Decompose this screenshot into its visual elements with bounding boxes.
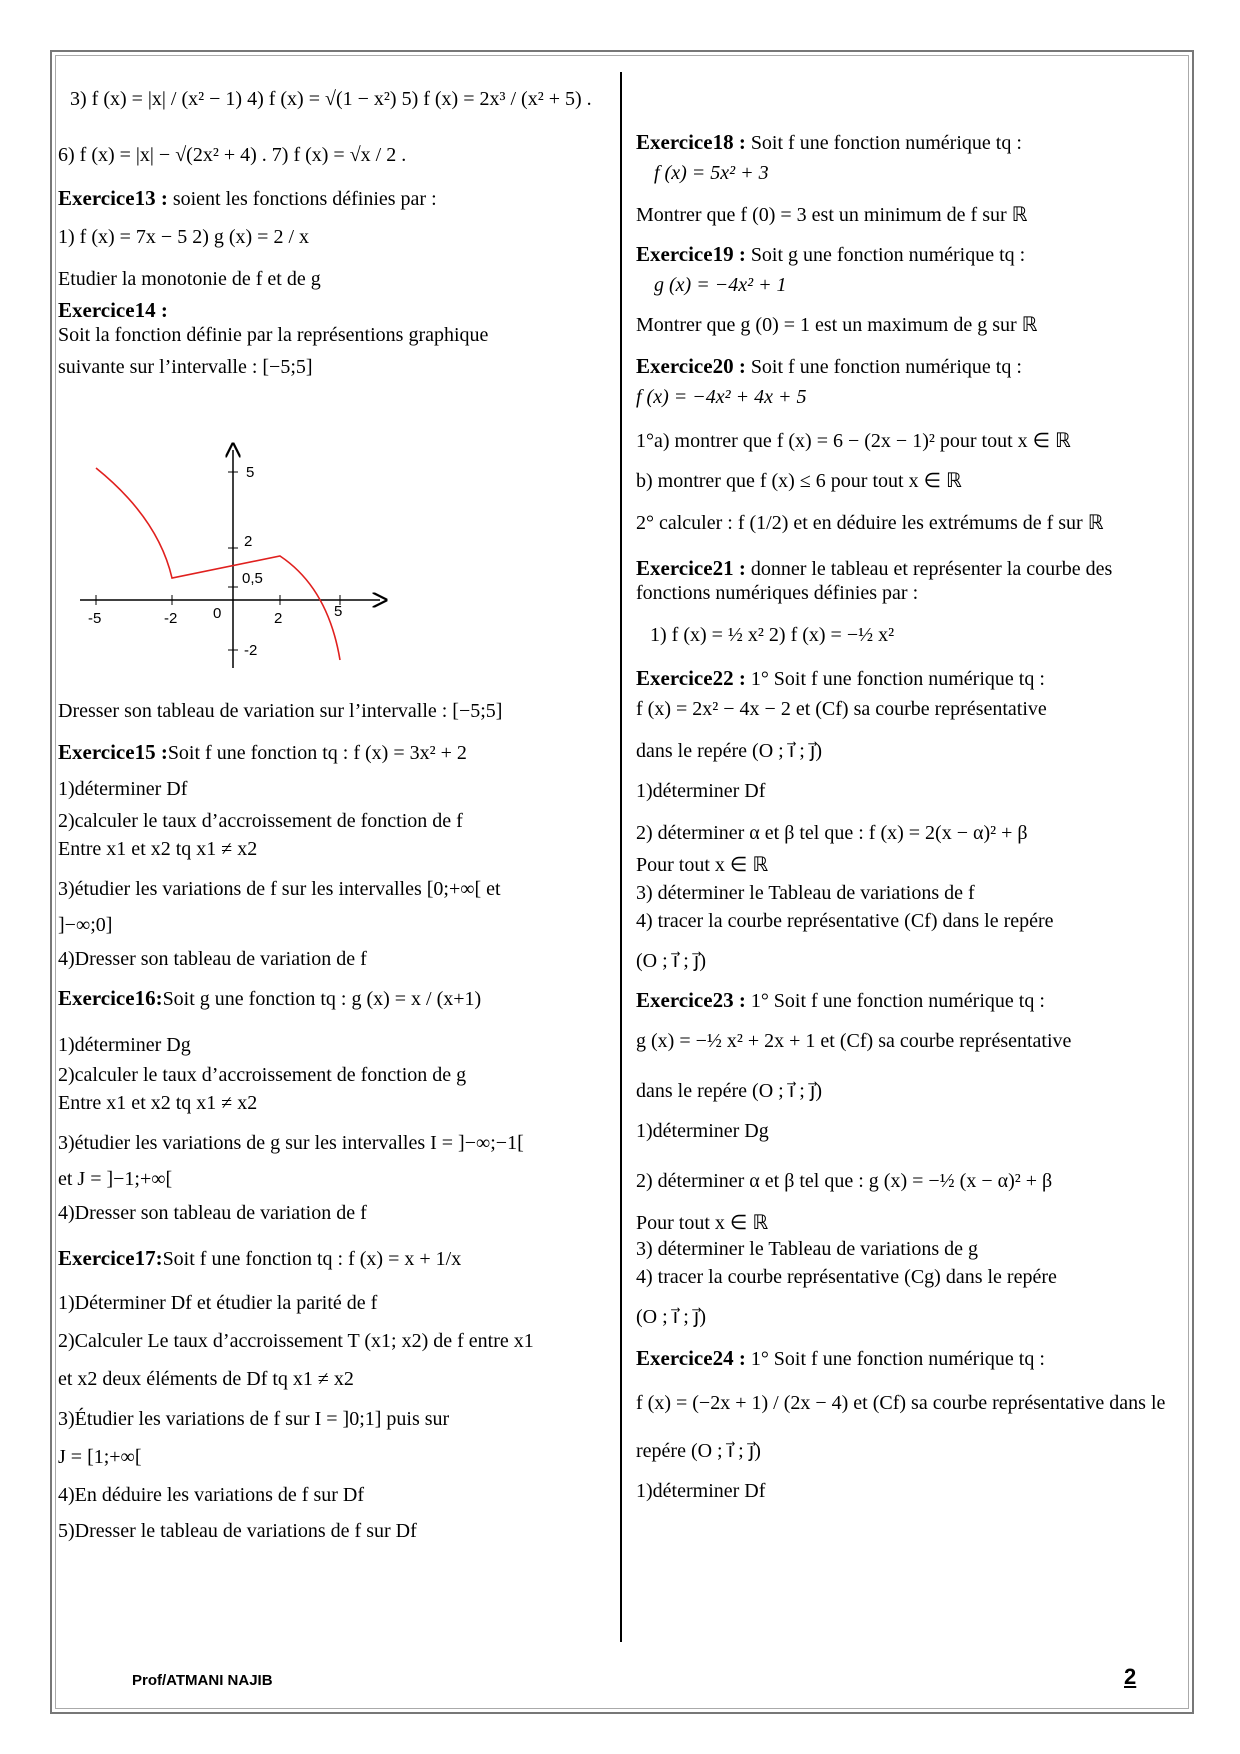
exercise-23-function: g (x) = −½ x² + 2x + 1 et (Cf) sa courbe représentative — [636, 1030, 1072, 1052]
exercise-23-frame-2: (O ; i⃗ ; j⃗) — [636, 1306, 706, 1328]
exercise-17 — [58, 1246, 461, 1271]
exercise-22-q4: 4) tracer la courbe représentative (Cf) dans le repére — [636, 910, 1054, 932]
exercise-22-frame-2: (O ; i⃗ ; j⃗) — [636, 950, 706, 972]
exercise-17-q4: 4)En déduire les variations de f sur Df — [58, 1484, 365, 1506]
functions-6-7: 6) f (x) = |x| − √(2x² + 4) . 7) f (x) = √x / 2 . — [58, 144, 407, 166]
exercise-16-title: Exercice16: — [58, 986, 163, 1010]
exercise-13 — [58, 186, 437, 211]
exercise-20-function: f (x) = −4x² + 4x + 5 — [636, 386, 807, 408]
exercise-22-q3: 3) déterminer le Tableau de variations de f — [636, 882, 975, 904]
exercise-20-intro: Soit f une fonction numérique tq : — [745, 356, 1022, 378]
exercise-21-line2: fonctions numériques définies par : — [636, 582, 919, 604]
exercise-22-frame: dans le repére (O ; i⃗ ; j⃗) — [636, 740, 823, 762]
exercise-23-intro: 1° Soit f une fonction numérique tq : — [745, 990, 1045, 1012]
exercise-20-q1a: 1°a) montrer que f (x) = 6 − (2x − 1)² pour tout x ∈ ℝ — [636, 430, 1071, 452]
exercise-18-question: Montrer que f (0) = 3 est un minimum de f sur ℝ — [636, 204, 1028, 226]
exercise-17-q2b: et x2 deux éléments de Df tq x1 ≠ x2 — [58, 1368, 354, 1390]
exercise-15-intro: Soit f une fonction tq : f (x) = 3x² + 2 — [167, 742, 467, 764]
exercise-17-intro: Soit f une fonction tq : f (x) = x + 1/x — [162, 1248, 462, 1270]
exercise-16-q3b: et J = ]−1;+∞[ — [58, 1168, 173, 1190]
exercise-22-function: f (x) = 2x² − 4x − 2 et (Cf) sa courbe représentative — [636, 698, 1047, 720]
function-curve — [96, 468, 343, 660]
y-label-0-5: 0,5 — [242, 570, 263, 587]
exercise-16-intro: Soit g une fonction tq : g (x) = x / (x+1) — [162, 988, 482, 1010]
exercise-17-q2a: 2)Calculer Le taux d’accroissement T (x1; x2) de f entre x1 — [58, 1330, 534, 1352]
exercise-24-frame: repére (O ; i⃗ ; j⃗) — [636, 1440, 761, 1462]
exercise-15 — [58, 740, 467, 765]
x-label-5: 5 — [334, 603, 343, 620]
exercise-16-q2a: 2)calculer le taux d’accroissement de fonction de g — [58, 1064, 467, 1086]
exercise-23-title: Exercice23 : — [636, 988, 746, 1012]
exercise-22-for-all: Pour tout x ∈ ℝ — [636, 854, 769, 876]
exercise-17-q3b: J = [1;+∞[ — [58, 1446, 142, 1468]
exercise-15-q4: 4)Dresser son tableau de variation de f — [58, 948, 367, 970]
exercise-23-for-all: Pour tout x ∈ ℝ — [636, 1212, 769, 1234]
exercise-13-title: Exercice13 : — [58, 186, 168, 210]
exercise-17-q1: 1)Déterminer Df et étudier la parité de f — [58, 1292, 378, 1314]
exercise-13-intro: soient les fonctions définies par : — [167, 188, 437, 210]
exercise-16 — [58, 986, 481, 1011]
exercise-16-q1: 1)déterminer Dg — [58, 1034, 191, 1056]
exercise-20-q2: 2° calculer : f (1/2) et en déduire les extrémums de f sur ℝ — [636, 512, 1104, 534]
exercise-14-line2: suivante sur l’intervalle : [−5;5] — [58, 356, 313, 378]
exercise-23 — [636, 988, 1045, 1013]
exercise-20 — [636, 354, 1022, 379]
exercise-17-title: Exercice17: — [58, 1246, 163, 1270]
exercise-18 — [636, 130, 1022, 155]
exercise-13-question: Etudier la monotonie de f et de g — [58, 268, 321, 290]
exercise-17-q3a: 3)Étudier les variations de f sur I = ]0;1] puis sur — [58, 1408, 450, 1430]
exercise-15-q2a: 2)calculer le taux d’accroissement de fonction de f — [58, 810, 463, 832]
exercise-15-q3b: ]−∞;0] — [58, 914, 113, 936]
exercise-15-q2b: Entre x1 et x2 tq x1 ≠ x2 — [58, 838, 258, 860]
exercise-23-q3: 3) déterminer le Tableau de variations de g — [636, 1238, 978, 1260]
exercise-20-q1b: b) montrer que f (x) ≤ 6 pour tout x ∈ ℝ — [636, 470, 962, 492]
page-number: 2 — [1124, 1664, 1137, 1689]
function-graph — [78, 438, 398, 678]
exercise-21-functions: 1) f (x) = ½ x² 2) f (x) = −½ x² — [650, 624, 895, 646]
exercise-18-intro: Soit f une fonction numérique tq : — [745, 132, 1022, 154]
exercise-19-function: g (x) = −4x² + 1 — [654, 274, 787, 296]
exercise-15-title: Exercice15 : — [58, 740, 168, 764]
exercise-13-functions: 1) f (x) = 7x − 5 2) g (x) = 2 / x — [58, 226, 310, 248]
exercise-24-function: f (x) = (−2x + 1) / (2x − 4) et (Cf) sa courbe représentative dans le — [636, 1392, 1166, 1414]
x-label-minus-2: -2 — [164, 610, 178, 627]
exercise-22-title: Exercice22 : — [636, 666, 746, 690]
exercise-22-q1: 1)déterminer Df — [636, 780, 766, 802]
exercise-23-q4: 4) tracer la courbe représentative (Cg) dans le repére — [636, 1266, 1057, 1288]
exercise-17-q5: 5)Dresser le tableau de variations de f sur Df — [58, 1520, 417, 1542]
x-label-0: 0 — [213, 605, 222, 622]
exercise-14-question: Dresser son tableau de variation sur l’intervalle : [−5;5] — [58, 700, 503, 722]
exercise-16-q2b: Entre x1 et x2 tq x1 ≠ x2 — [58, 1092, 258, 1114]
exercise-24-title: Exercice24 : — [636, 1346, 746, 1370]
exercise-19-question: Montrer que g (0) = 1 est un maximum de g sur ℝ — [636, 314, 1038, 336]
y-label-5: 5 — [246, 464, 255, 481]
exercise-21 — [636, 556, 1112, 581]
exercise-19 — [636, 242, 1025, 267]
exercise-22-q2: 2) déterminer α et β tel que : f (x) = 2(x − α)² + β — [636, 822, 1028, 844]
exercise-15-q1: 1)déterminer Df — [58, 778, 188, 800]
y-label-2: 2 — [244, 533, 253, 550]
exercise-23-frame: dans le repére (O ; i⃗ ; j⃗) — [636, 1080, 823, 1102]
exercise-15-q3a: 3)étudier les variations de f sur les intervalles [0;+∞[ et — [58, 878, 501, 900]
exercise-21-title: Exercice21 : — [636, 556, 746, 580]
functions-3-5: 3) f (x) = |x| / (x² − 1) 4) f (x) = √(1 − x²) 5) f (x) = 2x³ / (x² + 5) . — [70, 88, 592, 110]
exercise-24 — [636, 1346, 1045, 1371]
author-name: Prof/ATMANI NAJIB — [132, 1672, 273, 1689]
exercise-18-title: Exercice18 : — [636, 130, 746, 154]
exercise-16-q4: 4)Dresser son tableau de variation de f — [58, 1202, 367, 1224]
x-label-2: 2 — [274, 610, 283, 627]
exercise-18-function: f (x) = 5x² + 3 — [654, 162, 769, 184]
y-label-minus-2: -2 — [244, 642, 258, 659]
exercise-20-title: Exercice20 : — [636, 354, 746, 378]
exercise-16-q3a: 3)étudier les variations de g sur les intervalles I = ]−∞;−1[ — [58, 1132, 524, 1154]
exercise-22-intro: 1° Soit f une fonction numérique tq : — [745, 668, 1045, 690]
exercise-14-title: Exercice14 : — [58, 298, 168, 322]
exercise-22 — [636, 666, 1045, 691]
exercise-21-intro: donner le tableau et représenter la courbe des — [745, 558, 1113, 580]
exercise-14-line1: Soit la fonction définie par la représentions graphique — [58, 324, 489, 346]
exercise-24-q1: 1)déterminer Df — [636, 1480, 766, 1502]
column-divider — [620, 72, 622, 1642]
exercise-19-intro: Soit g une fonction numérique tq : — [745, 244, 1026, 266]
exercise-24-intro: 1° Soit f une fonction numérique tq : — [745, 1348, 1045, 1370]
x-label-minus-5: -5 — [88, 610, 102, 627]
exercise-23-q2: 2) déterminer α et β tel que : g (x) = −½ (x − α)² + β — [636, 1170, 1053, 1192]
exercise-23-q1: 1)déterminer Dg — [636, 1120, 769, 1142]
exercise-19-title: Exercice19 : — [636, 242, 746, 266]
